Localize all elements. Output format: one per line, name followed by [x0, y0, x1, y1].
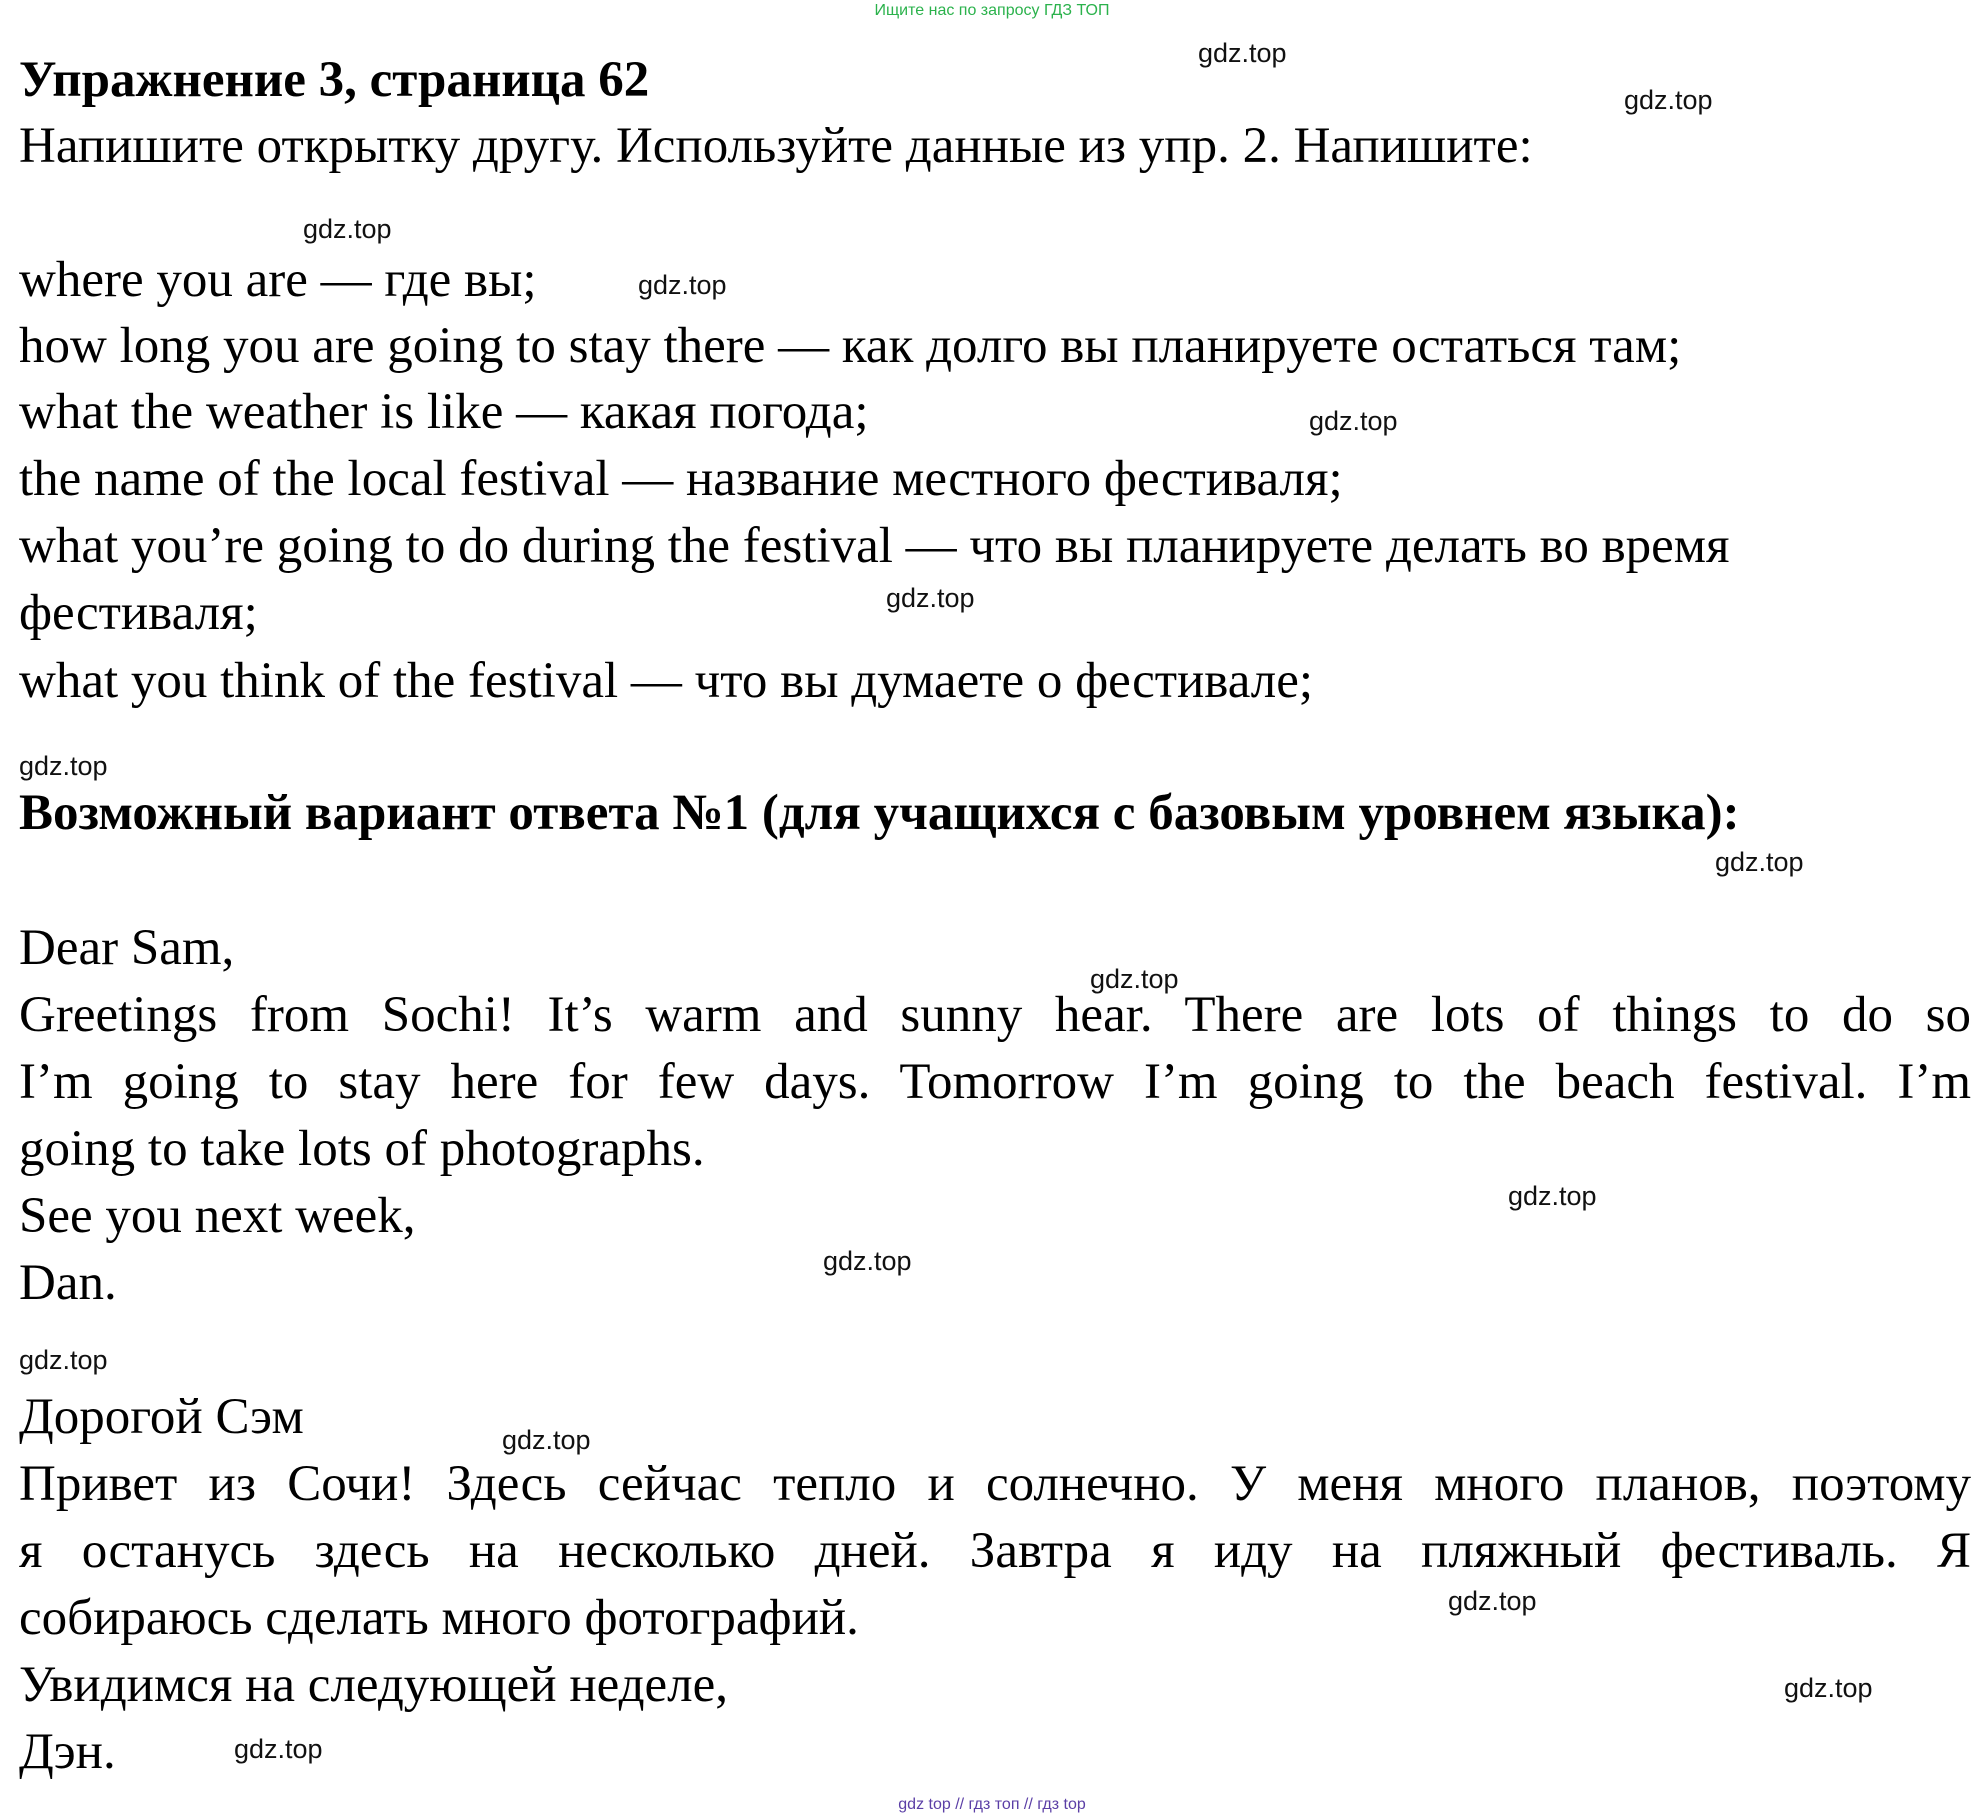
watermark: gdz.top — [19, 1345, 108, 1375]
watermark: gdz.top — [638, 270, 727, 300]
letter-en-greeting: Dear Sam, — [19, 920, 235, 976]
letter-ru-body-line: собираюсь сделать много фотографий. — [19, 1590, 859, 1646]
letter-en-closing: See you next week, — [19, 1188, 416, 1244]
watermark: gdz.top — [823, 1246, 912, 1276]
watermark: gdz.top — [1198, 38, 1287, 68]
list-item: how long you are going to stay there — как долго вы планируете остаться там; — [19, 318, 1682, 374]
page-title: Упражнение 3, страница 62 — [19, 52, 650, 108]
answer-heading: Возможный вариант ответа №1 (для учащихся с базовым уровнем языка): — [19, 785, 1740, 841]
letter-en-signature: Dan. — [19, 1255, 117, 1311]
watermark: gdz.top — [1309, 406, 1398, 436]
letter-ru-body — [19, 1454, 1971, 1648]
list-item: the name of the local festival — название местного фестиваля; — [19, 451, 1343, 507]
watermark: gdz.top — [1090, 964, 1179, 994]
letter-ru-greeting: Дорогой Сэм — [19, 1389, 304, 1445]
watermark: gdz.top — [1448, 1586, 1537, 1616]
list-item: what the weather is like — какая погода; — [19, 384, 869, 440]
watermark: gdz.top — [303, 214, 392, 244]
letter-ru-closing: Увидимся на следующей неделе, — [19, 1657, 728, 1713]
list-item-continuation: фестиваля; — [19, 585, 258, 641]
exercise-instruction: Напишите открытку другу. Используйте данные из упр. 2. Напишите: — [19, 118, 1533, 174]
watermark: gdz.top — [1715, 847, 1804, 877]
letter-ru-body-line: я останусь здесь на несколько дней. Завтра я иду на пляжный фестиваль. Я — [19, 1523, 1971, 1579]
watermark: gdz.top — [502, 1425, 591, 1455]
list-item: what you’re going to do during the festival — что вы планируете делать во время — [19, 518, 1730, 574]
bottom-banner: gdz top // гдз топ // гдз top — [898, 1796, 1086, 1813]
letter-ru-signature: Дэн. — [19, 1724, 116, 1780]
watermark: gdz.top — [1784, 1673, 1873, 1703]
watermark: gdz.top — [1624, 85, 1713, 115]
letter-en-body-line: Greetings from Sochi! It’s warm and sunny hear. There are lots of things to do so — [19, 987, 1971, 1043]
list-item: where you are — где вы; — [19, 252, 537, 308]
watermark: gdz.top — [19, 751, 108, 781]
letter-en-body — [19, 985, 1971, 1179]
letter-en-body-line: I’m going to stay here for few days. Tomorrow I’m going to the beach festival. I’m — [19, 1054, 1971, 1110]
list-item: what you think of the festival — что вы думаете о фестивале; — [19, 653, 1314, 709]
watermark: gdz.top — [1508, 1181, 1597, 1211]
letter-en-body-line: going to take lots of photographs. — [19, 1121, 705, 1177]
watermark: gdz.top — [886, 583, 975, 613]
watermark: gdz.top — [234, 1734, 323, 1764]
top-search-banner: Ищите нас по запросу ГДЗ ТОП — [874, 2, 1110, 19]
letter-ru-body-line: Привет из Сочи! Здесь сейчас тепло и солнечно. У меня много планов, поэтому — [19, 1456, 1971, 1512]
